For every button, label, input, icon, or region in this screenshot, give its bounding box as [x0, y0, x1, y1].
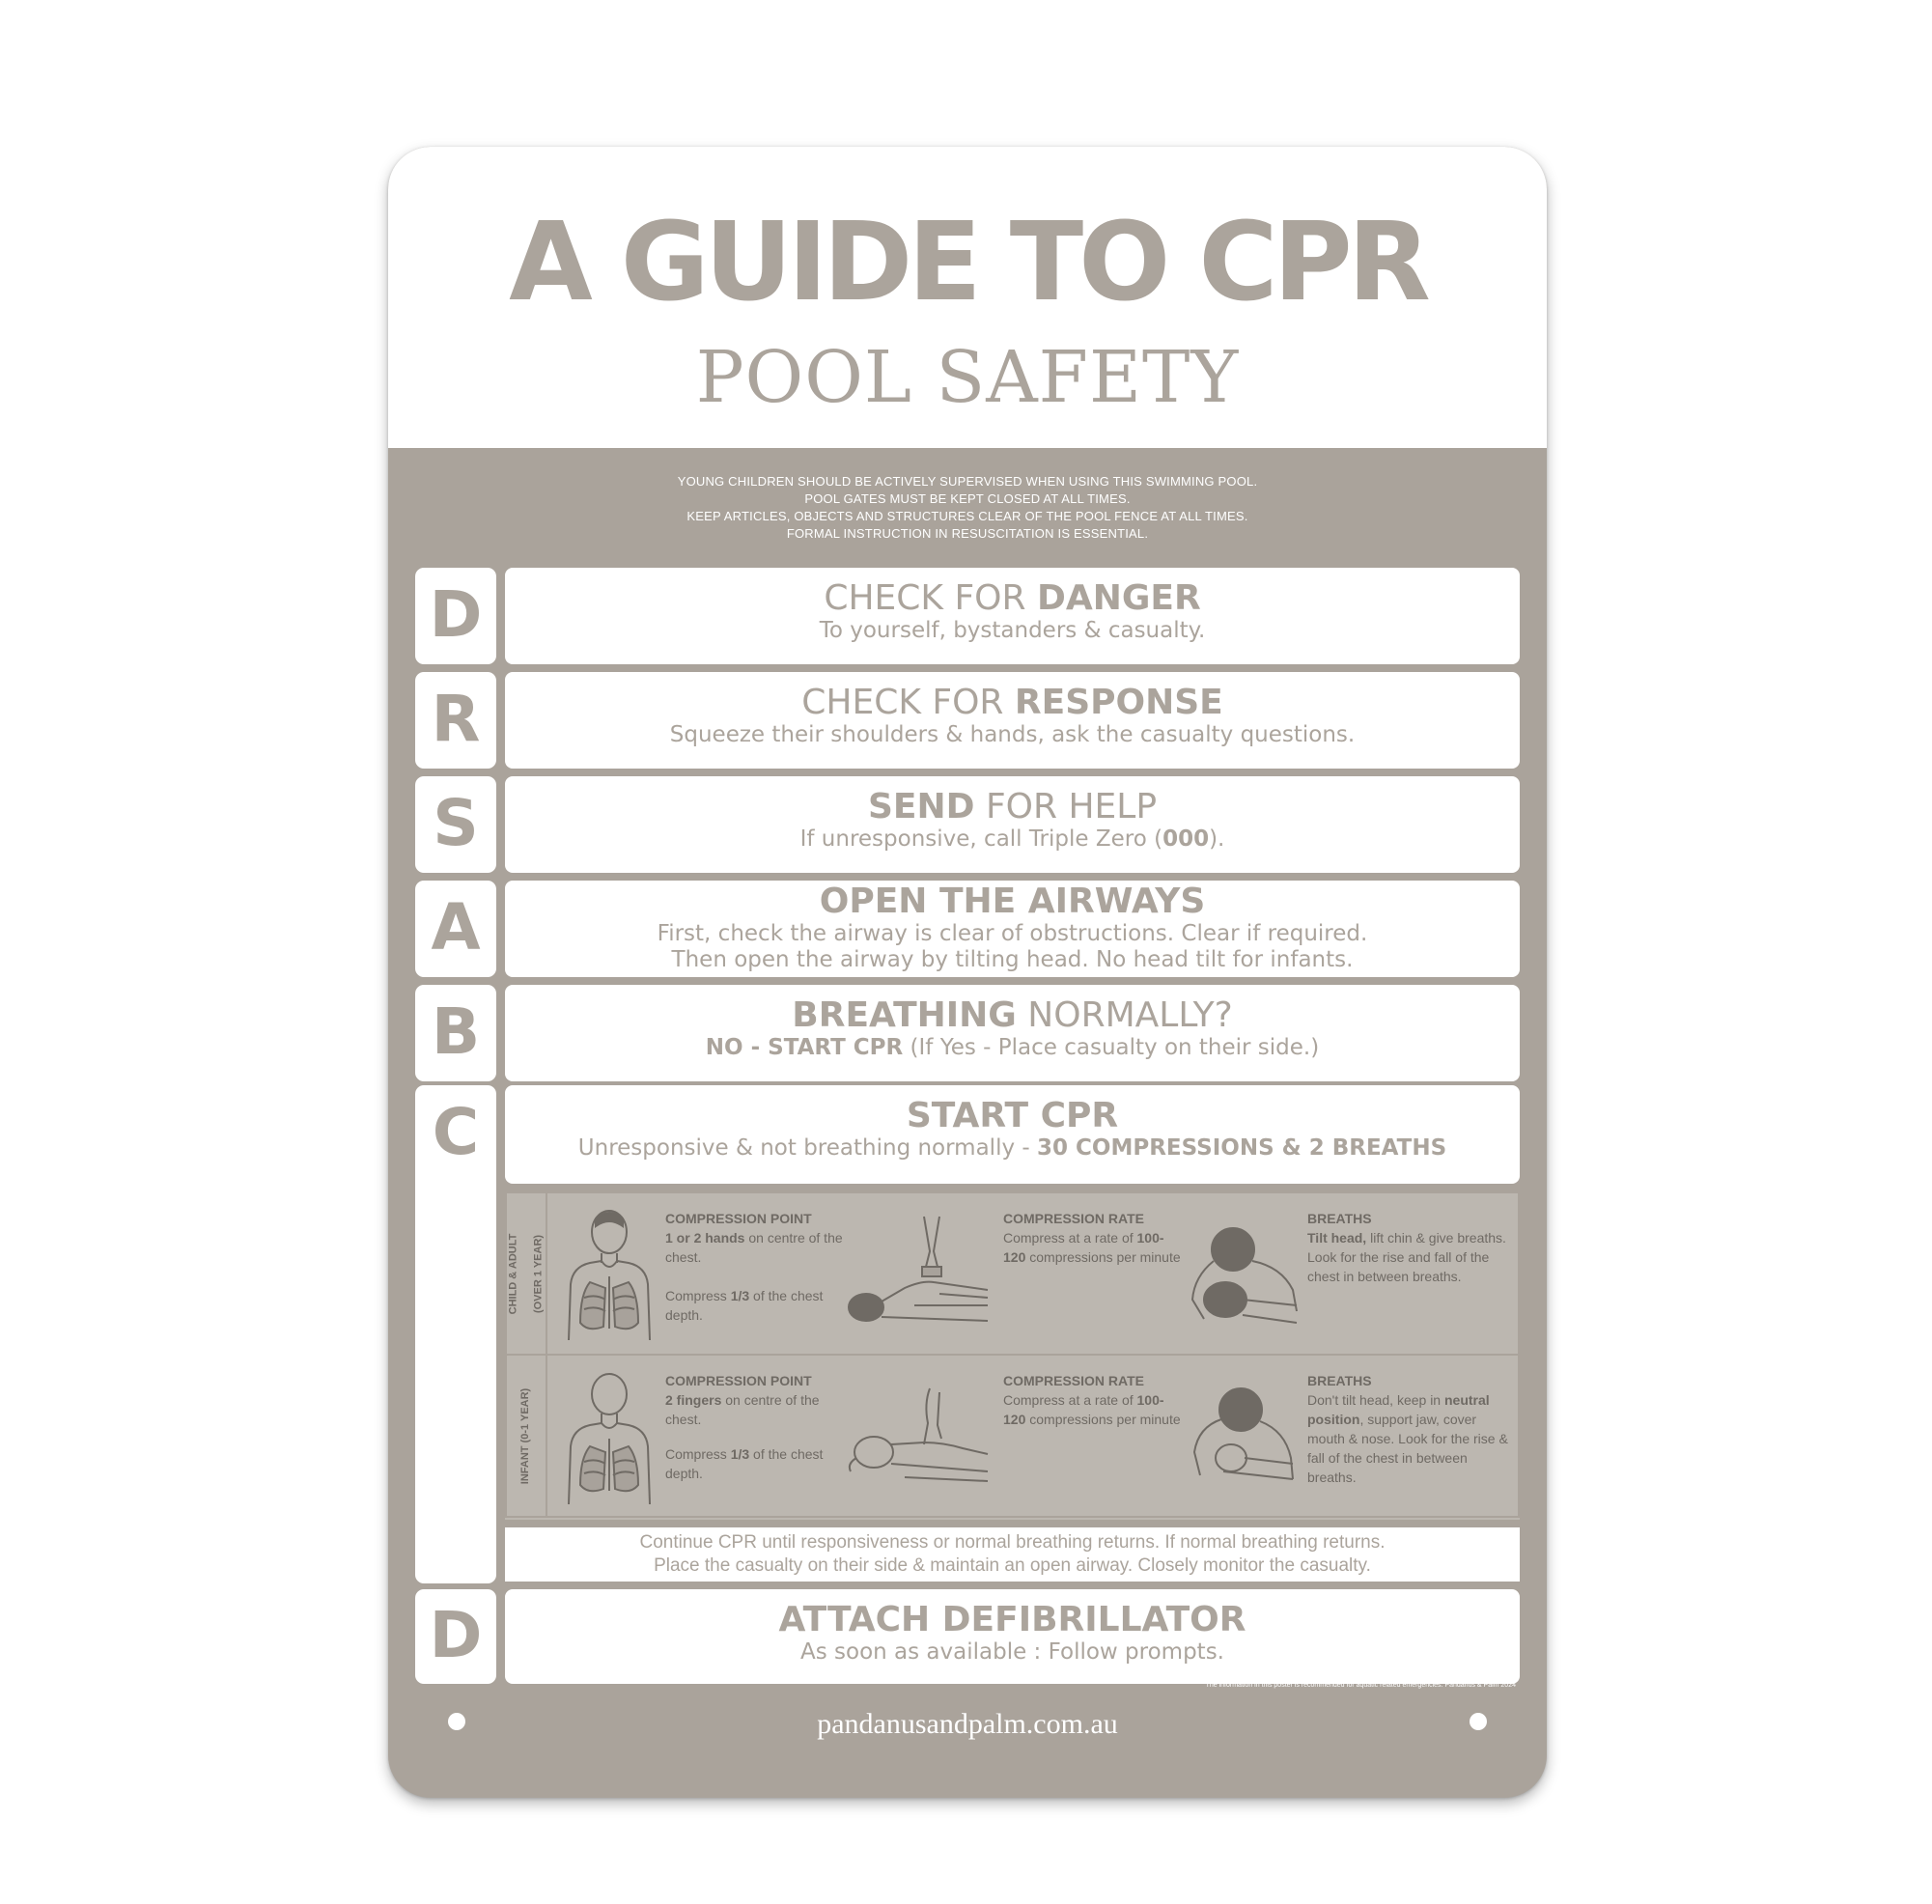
col-bold: 1/3	[730, 1446, 750, 1462]
step-letter-d2: D	[415, 1589, 496, 1684]
infant-compression-icon	[847, 1385, 992, 1491]
col-heading: COMPRESSION RATE	[1003, 1373, 1144, 1388]
step-desc	[505, 1035, 1520, 1061]
heading-plain: FOR HELP	[974, 787, 1158, 826]
step-letter-c: C	[432, 1095, 480, 1169]
step-danger	[505, 568, 1520, 664]
heading-bold: SEND	[867, 787, 975, 826]
step-heading	[505, 579, 1520, 618]
col-text: Compress at a rate of	[1003, 1230, 1137, 1246]
col-heading: COMPRESSION RATE	[1003, 1211, 1144, 1226]
col-body	[1003, 1390, 1183, 1429]
notice-line: YOUNG CHILDREN SHOULD BE ACTIVELY SUPERVISED WHEN USING THIS SWIMMING POOL.	[677, 474, 1258, 489]
col-bold: 2 fingers	[665, 1392, 722, 1408]
col-text: compressions per minute	[1025, 1412, 1181, 1427]
heading-plain: ATTACH	[778, 1600, 942, 1639]
col-heading: BREATHS	[1307, 1373, 1372, 1388]
sign-title: A GUIDE TO CPR	[509, 200, 1426, 325]
sign-header	[388, 147, 1547, 448]
step-desc: Squeeze their shoulders & hands, ask the casualty questions.	[669, 722, 1356, 747]
col-body	[665, 1390, 845, 1429]
step-heading	[505, 788, 1520, 826]
cpr-instructions-panel	[505, 1191, 1520, 1520]
heading-bold: RESPONSE	[1014, 683, 1223, 722]
notice-line: POOL GATES MUST BE KEPT CLOSED AT ALL TIMES.	[804, 491, 1131, 506]
step-send-help	[505, 776, 1520, 873]
col-bold: 100-120	[1003, 1230, 1164, 1265]
col-bold: neutral position	[1307, 1392, 1490, 1427]
cpr-row-adult	[505, 1191, 1520, 1356]
step-heading: START CPR	[906, 1096, 1119, 1135]
col-bold: Tilt head,	[1307, 1230, 1367, 1246]
step-desc: To yourself, bystanders & casualty.	[819, 618, 1206, 643]
note-line: Place the casualty on their side & maintain an open airway. Closely monitor the casualty.	[654, 1555, 1371, 1576]
heading-bold: BREATHING	[792, 995, 1017, 1035]
row-tag	[507, 1356, 547, 1516]
heading-plain: CHECK FOR	[801, 683, 1015, 722]
disclaimer: The information in this poster is recommended for aquatic related emergencies. Pandanus & Palm 2024	[1205, 1682, 1516, 1689]
row-tag-label: INFANT (0-1 YEAR)	[519, 1387, 532, 1484]
step-desc	[505, 826, 1520, 853]
cpr-row-infant	[505, 1354, 1520, 1518]
heading-plain: CHECK FOR	[824, 578, 1037, 618]
step-desc-line: Then open the airway by tilting head. No head tilt for infants.	[671, 947, 1354, 972]
col-body	[665, 1286, 845, 1325]
step-letter-d: D	[415, 568, 496, 664]
col-text: of the chest depth.	[665, 1288, 824, 1323]
col-text: Compress at a rate of	[1003, 1392, 1137, 1408]
desc-bold: 000	[1162, 826, 1210, 852]
col-text: of the chest depth.	[665, 1446, 824, 1481]
step-defibrillator	[505, 1589, 1520, 1684]
step-desc: As soon as available : Follow prompts.	[799, 1639, 1224, 1665]
col-text: Compress	[665, 1446, 731, 1462]
desc-pre: If unresponsive, call Triple Zero (	[799, 826, 1163, 852]
adult-compression-rate	[1003, 1209, 1183, 1267]
col-body	[665, 1228, 845, 1267]
desc-bold: NO - START CPR	[705, 1035, 904, 1060]
col-text: compressions per minute	[1025, 1249, 1181, 1265]
col-heading: BREATHS	[1307, 1211, 1372, 1226]
adult-compression-icon	[847, 1213, 992, 1332]
infant-rescue-breath-icon	[1185, 1383, 1301, 1493]
note-line: Continue CPR until responsiveness or normal breathing returns. If normal breathing returns.	[639, 1532, 1386, 1553]
row-tag	[507, 1193, 547, 1354]
col-body	[1307, 1228, 1514, 1286]
infant-compression-rate	[1003, 1371, 1183, 1429]
col-heading: COMPRESSION POINT	[665, 1373, 812, 1388]
step-heading	[505, 1601, 1520, 1639]
row-tag-label	[508, 1233, 546, 1314]
tag-line: CHILD & ADULT	[507, 1233, 519, 1314]
step-heading	[505, 684, 1520, 722]
cpr-sign	[388, 147, 1547, 1798]
step-heading: OPEN THE AIRWAYS	[819, 882, 1206, 921]
col-text: on centre of the chest.	[665, 1230, 843, 1265]
step-letter-a: A	[415, 881, 496, 977]
step-letter-s: S	[415, 776, 496, 873]
desc-plain: (If Yes - Place casualty on their side.)	[903, 1035, 1320, 1060]
step-desc	[505, 1135, 1520, 1162]
col-text: lift chin & give breaths. Look for the rise and fall of the chest in between breaths.	[1307, 1230, 1506, 1284]
heading-bold: DANGER	[1036, 578, 1201, 618]
heading-bold: DEFIBRILLATOR	[941, 1600, 1246, 1639]
continue-cpr-note	[505, 1527, 1520, 1582]
sign-subtitle: POOL SAFETY	[695, 336, 1240, 419]
col-bold: 100-120	[1003, 1392, 1164, 1427]
infant-breaths	[1307, 1371, 1514, 1487]
adult-breaths	[1307, 1209, 1514, 1286]
tag-line: (OVER 1 YEAR)	[532, 1234, 545, 1313]
step-breathing	[505, 985, 1520, 1081]
col-heading: COMPRESSION POINT	[665, 1211, 812, 1226]
col-body	[665, 1444, 845, 1483]
col-text: Compress	[665, 1288, 731, 1303]
chest-lungs-icon	[563, 1205, 656, 1340]
step-letter-r: R	[415, 672, 496, 769]
notice-line: FORMAL INSTRUCTION IN RESUSCITATION IS ESSENTIAL.	[786, 526, 1149, 541]
desc-bold: 30 COMPRESSIONS & 2 BREATHS	[1037, 1135, 1447, 1161]
step-response	[505, 672, 1520, 769]
step-start-cpr	[505, 1085, 1520, 1184]
step-desc-line: First, check the airway is clear of obstructions. Clear if required.	[657, 921, 1368, 946]
step-airways	[505, 881, 1520, 977]
col-text: Don't tilt head, keep in	[1307, 1392, 1444, 1408]
infant-compression-point	[665, 1371, 845, 1483]
step-heading	[505, 996, 1520, 1035]
desc-plain: Unresponsive & not breathing normally -	[577, 1135, 1037, 1161]
col-body	[1307, 1390, 1514, 1487]
adult-rescue-breath-icon	[1185, 1222, 1301, 1329]
col-text: on centre of the chest.	[665, 1392, 820, 1427]
col-body	[1003, 1228, 1183, 1267]
step-letter-b: B	[415, 985, 496, 1081]
adult-compression-point	[665, 1209, 845, 1325]
col-bold: 1/3	[730, 1288, 750, 1303]
col-text: , support jaw, cover mouth & nose. Look for the rise & fall of the chest in between breaths.	[1307, 1412, 1508, 1485]
desc-post: ).	[1209, 826, 1225, 852]
pool-notices	[388, 473, 1547, 543]
infant-chest-icon	[563, 1369, 656, 1504]
notice-line: KEEP ARTICLES, OBJECTS AND STRUCTURES CLEAR OF THE POOL FENCE AT ALL TIMES.	[686, 509, 1248, 523]
col-bold: 1 or 2 hands	[665, 1230, 745, 1246]
website-url: pandanusandpalm.com.au	[817, 1708, 1118, 1740]
heading-plain: NORMALLY?	[1016, 995, 1233, 1035]
